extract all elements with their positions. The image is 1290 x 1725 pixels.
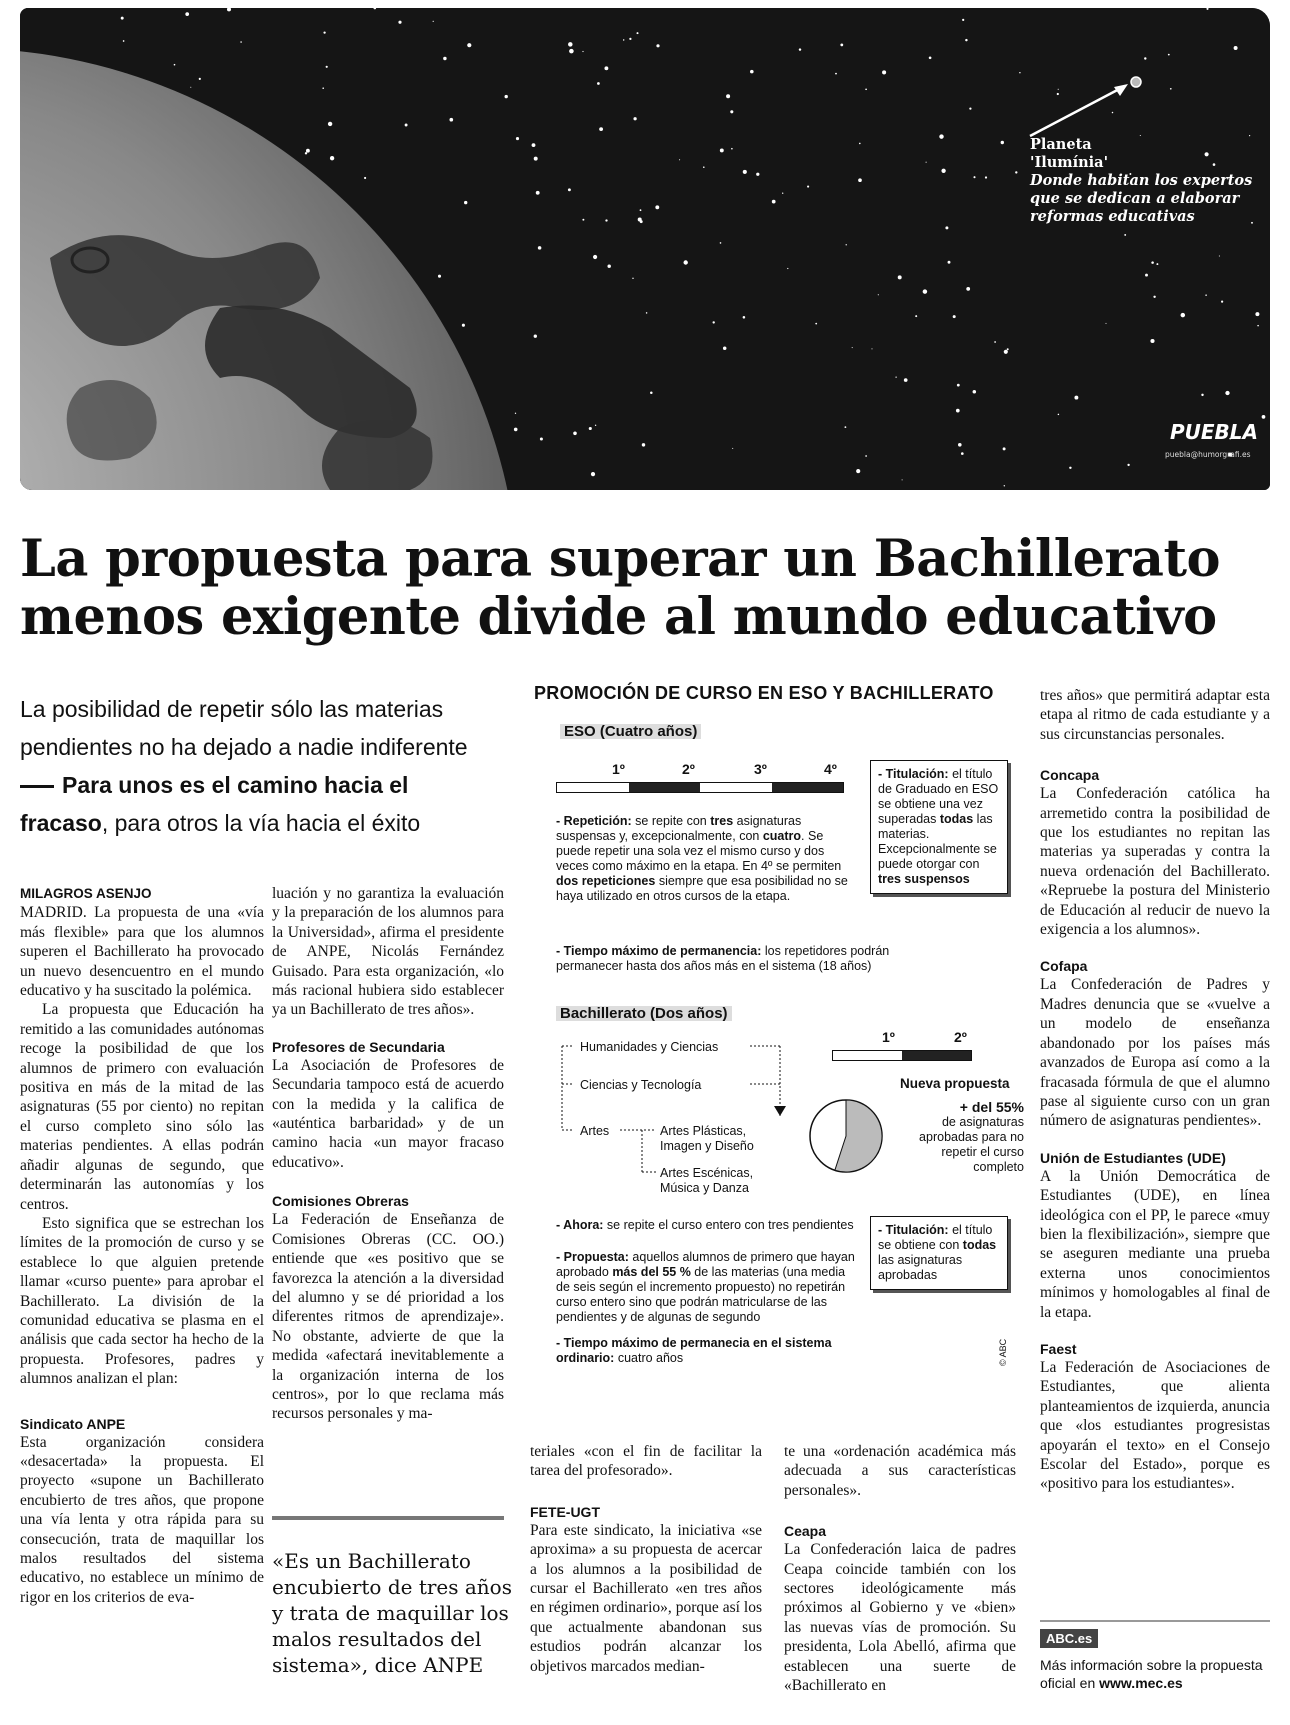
star (1257, 325, 1259, 327)
star (632, 278, 633, 279)
cartoon-illustration (20, 8, 1270, 490)
star (623, 39, 624, 40)
star (799, 48, 801, 50)
star (895, 376, 896, 377)
star (679, 159, 680, 160)
star (1001, 141, 1004, 144)
star (1003, 447, 1006, 450)
star (1057, 93, 1059, 95)
star (398, 21, 401, 24)
footer-text: Más información sobre la propuesta oficial en www.mec.es (1040, 1657, 1263, 1691)
star (1153, 296, 1155, 298)
star (1058, 414, 1060, 416)
tree-humanidades: Humanidades y Ciencias (580, 1040, 719, 1054)
star (593, 255, 597, 259)
tree-ciencias: Ciencias y Tecnología (580, 1078, 702, 1092)
star (994, 341, 996, 343)
cartoonist-signature: PUEBLA (1170, 420, 1259, 444)
star (684, 260, 688, 264)
section-heading: Cofapa (1040, 958, 1088, 975)
star (405, 124, 408, 127)
infographic-title: PROMOCIÓN DE CURSO EN ESO Y BACHILLERATO (534, 683, 994, 703)
star (871, 348, 872, 349)
star (534, 157, 538, 161)
star (326, 66, 328, 68)
star (1058, 89, 1059, 90)
star (1262, 415, 1266, 419)
star (807, 186, 809, 188)
footer-rule (1040, 1620, 1270, 1622)
star (443, 57, 446, 60)
star (1019, 72, 1020, 73)
star (305, 152, 307, 154)
bach-propuesta: - Propuesta: aquellos alumnos de primero que hayan aprobado más del 55 % de las materias (una media de seis según el incremento propuesto) no repetirán curso entero sino que podrán matricularse de las pendientes y de algunas de segundo (556, 1250, 855, 1324)
star (898, 275, 902, 279)
star (956, 409, 960, 413)
bach-permanencia: - Tiempo máximo de permanecia en el sistema ordinario: cuatro años (556, 1336, 832, 1365)
star (582, 51, 583, 52)
star (1234, 46, 1238, 50)
section-heading: Unión de Estudiantes (UDE) (1040, 1149, 1226, 1166)
star (1225, 391, 1229, 395)
star (190, 87, 191, 88)
star (1105, 323, 1106, 324)
star (957, 384, 960, 387)
star (438, 275, 441, 278)
star (1127, 464, 1129, 466)
cartoonist-email: puebla@humorgrafi.es (1165, 450, 1251, 459)
star (655, 205, 659, 209)
star (985, 176, 987, 178)
star (123, 40, 125, 42)
star (723, 346, 727, 350)
planet-caption: Planeta 'Ilumínia' Donde habitan los expertos que se dedican a elaborar reformas educativas (1030, 136, 1253, 225)
star (945, 226, 948, 229)
star (449, 118, 453, 122)
star (589, 427, 592, 430)
section-heading: Concapa (1040, 767, 1100, 784)
star (1156, 263, 1158, 265)
star (953, 315, 956, 318)
star (902, 479, 903, 480)
section-heading: Profesores de Secundaria (272, 1038, 445, 1055)
eso-bar (556, 782, 844, 793)
section-heading: Ceapa (784, 1523, 827, 1540)
star (1170, 88, 1172, 90)
eso-year-3: 3º (754, 761, 767, 777)
star (1221, 301, 1223, 303)
footer-logo-wrap (1040, 1628, 1098, 1648)
star (846, 244, 847, 245)
star (605, 219, 607, 221)
star (720, 148, 724, 152)
star (713, 321, 715, 323)
section-heading: Comisiones Obreras (272, 1193, 409, 1210)
infographic (530, 676, 1030, 1426)
pull-quote: «Es un Bachillerato encubierto de tres años y trata de maquillar los malos resultados del sistema», dice ANPE (272, 1549, 512, 1677)
star (1004, 485, 1005, 486)
star (1219, 255, 1220, 256)
star (650, 392, 653, 395)
star (505, 95, 508, 98)
star (582, 219, 584, 221)
star (306, 149, 310, 153)
star (1015, 171, 1017, 173)
subheadline: La posibilidad de repetir sólo las materias pendientes no ha dejado a nadie indiferente Para unos es el camino hacia el fracaso, para otros la vía hacia el éxito (20, 696, 468, 836)
star (364, 177, 366, 179)
tree-artes-plasticas: Artes Plásticas, Imagen y Diseño (660, 1124, 754, 1153)
star (573, 432, 577, 436)
star (703, 166, 705, 168)
star (568, 188, 571, 191)
star (835, 73, 837, 75)
star (1151, 261, 1154, 264)
star (926, 162, 927, 163)
star (939, 134, 943, 138)
star (1069, 467, 1071, 469)
eso-title: ESO (Cuatro años) (560, 724, 701, 739)
star (1007, 348, 1009, 350)
article-column-4: te una «ordenación académica más adecuada a sus características personales». Ceapa La Confederación laica de padres Ceapa coincide también con los sectores ideológicamente más próximos al Gobierno y ve «bien» las nuevas vías de promoción. Su presidenta, Lola Abelló, afirma que establecen una suerte de «Bachillerato en (784, 1443, 1016, 1695)
star (787, 268, 788, 269)
star (185, 12, 189, 16)
star (1145, 274, 1148, 277)
star (604, 66, 608, 70)
star (640, 209, 642, 211)
star (1181, 313, 1185, 317)
star (462, 324, 465, 327)
star (966, 287, 970, 291)
article-column-3: teriales «con el fin de facilitar la tarea del profesorado». FETE-UGT Para este sindicato, la iniciativa «se aproxima» a su propuesta de acercar a los alumnos a la posibilidad de cursar el Bachillerato «en tres años en régimen ordinario», porque así los que actualmente abandonan sus estudios podrán alcanzar los objetivos marcados median- (530, 1443, 762, 1675)
star (516, 137, 519, 140)
star (569, 49, 574, 54)
star (962, 19, 964, 21)
star (467, 43, 471, 47)
eso-permanencia: - Tiempo máximo de permanencia: los repetidores podrán permanecer hasta dos años más en el sistema (18 años) (556, 944, 890, 973)
star (240, 41, 242, 43)
star (1268, 14, 1269, 15)
star (915, 315, 917, 317)
star (904, 378, 908, 382)
star (882, 70, 886, 74)
star (597, 82, 600, 85)
star (923, 289, 927, 293)
star (515, 413, 516, 414)
star (514, 428, 518, 432)
planet-iluminia (1131, 77, 1141, 87)
star (941, 169, 945, 173)
star (199, 78, 201, 80)
tree-artes-escenicas: Artes Escénicas, Música y Danza (660, 1166, 754, 1195)
space-scene (20, 8, 1270, 490)
bach-year-1: 1º (882, 1029, 895, 1045)
eso-repeticion: - Repetición: se repite con tres asignaturas suspensas y, excepcionalmente, con cuatro. Se puede repetir una sola vez el mismo curso y dos veces como máximo en la etapa. En 4º se permiten dos repeticiones siempre que esa posibilidad no se haya utilizado en otros cursos de la etapa. (556, 814, 848, 903)
star (538, 246, 542, 250)
star (958, 443, 962, 447)
star (646, 312, 648, 314)
star (973, 390, 977, 394)
eso-titulacion-box: - Titulación: el título de Graduado en ESO se obtiene una vez superadas todas las materias. Excepcionalmente se puede otorgar con tres suspensos (870, 760, 1008, 894)
star (856, 469, 860, 473)
bach-year-2: 2º (954, 1029, 967, 1045)
star (464, 201, 467, 204)
star (607, 264, 610, 267)
section-heading: FETE-UGT (530, 1503, 600, 1520)
star (865, 455, 867, 457)
star (633, 117, 636, 120)
article-column-5: tres años» que permitirá adaptar esta etapa al ritmo de cada estudiante y a sus circunstancias personales. Concapa La Confederación católica ha arremetido contra la posibilidad de que los estudiantes no repitan las materias ya superadas y contra la nueva ordenación del Bachillerato. «Repruebe la postura del Ministerio de Educación al reducir de nuevo la exigencia a los alumnos». Cofapa La Confederación de Padres y Madres denuncia que se «vuelve a un modelo de enseñanza abandonado por los países más avanzados de Europa así como a la fracasada fórmula de que el alumno pase al siguiente curso con un gran número de asignaturas pendientes». Unión de Estudiantes (UDE) A la Unión Democrática de Estudiantes (UDE), en línea ideológica con el PP, le parece «muy bien la flexibilización», siempre que se aseguren mediante una prueba externa unos conocimientos mínimos y homologables al final de la etapa. Faest La Federación de Asociaciones de Estudiantes, que alienta planteamientos de izquierda, anuncia que «los estudiantes progresistas apoyarán el texto» en el Consejo Escolar del Estado», porque es «positivo para los estudiantes». (1040, 687, 1270, 1493)
star (865, 88, 867, 90)
star (1144, 57, 1146, 59)
star (532, 143, 536, 147)
graphic-credit: © ABC (998, 1338, 1008, 1366)
star (656, 44, 659, 47)
bach-ahora: - Ahora: se repite el curso entero con tres pendientes (556, 1218, 854, 1232)
star (642, 443, 645, 446)
star (174, 64, 176, 66)
headline: La propuesta para superar un Bachillerato menos exigente divide al mundo educativo (20, 529, 1221, 647)
eso-year-4: 4º (824, 761, 837, 777)
star (536, 191, 540, 195)
star (756, 173, 759, 176)
nueva-propuesta-title: Nueva propuesta (900, 1076, 1010, 1091)
star (878, 294, 879, 295)
article-column-1: MILAGROS ASENJO MADRID. La propuesta de una «vía más flexible» para que los alumnos superen el Bachillerato ha provocado un nuevo desencuentro en el mundo educativo y ha suscitado la polémica. La propuesta que Educación ha remitido a las comunidades autónomas recoge la posibilidad de que los alumnos de primero con evaluación positiva en más de la mitad de las asignaturas (55 por ciento) no repitan el curso completo sino sólo las materias pendientes. A ellas podrán añadir algunas de segundo, que determinarán las autonomías y los centros. Esto significa que se estrechan los límites de la promoción de curso y se establece lo que alguien pretende llamar «curso puente» para aprobar el Bachillerato. La división de la comunidad educativa se plasma en el análisis que cada sector ha hecho de la propuesta. Profesores, padres y alumnos analizan el plan: Sindicato ANPE Esta organización considera «desacertada» la propuesta. El proyecto «supone un Bachillerato encubierto de tres años, que propone una vía lenta y otra rápida para su consecución, trata de maquillar los malos resultados del sistema educativo, no establece un mínimo de rigor en los criterios de eva- (20, 886, 264, 1606)
star (1074, 396, 1078, 400)
star (640, 220, 643, 223)
star (534, 335, 537, 338)
star (852, 347, 853, 348)
star (859, 143, 861, 145)
star (322, 87, 324, 89)
star (720, 242, 722, 244)
star (772, 200, 776, 204)
star (732, 448, 733, 449)
star (1124, 234, 1126, 236)
star (844, 426, 846, 428)
nueva-propuesta-pie (806, 1096, 886, 1176)
eso-year-1: 1º (612, 761, 625, 777)
star (540, 437, 543, 440)
star (323, 31, 325, 33)
star (121, 17, 124, 20)
tree-artes: Artes (580, 1124, 610, 1138)
star (629, 38, 631, 40)
star (568, 42, 573, 47)
star (328, 122, 332, 126)
star (743, 316, 746, 319)
star (1168, 54, 1170, 56)
star (840, 44, 843, 47)
star (730, 110, 733, 113)
star (726, 94, 730, 98)
star (595, 425, 596, 426)
eso-year-2: 2º (682, 761, 695, 777)
star (1201, 394, 1203, 396)
section-heading: Faest (1040, 1340, 1077, 1357)
section-heading: Sindicato ANPE (20, 1415, 126, 1432)
star (858, 178, 862, 182)
dash-mark (20, 785, 54, 788)
star (782, 193, 783, 194)
star (929, 56, 932, 59)
footer-link[interactable]: www.mec.es (1099, 1675, 1183, 1691)
star (330, 156, 334, 160)
star (969, 107, 971, 109)
star (1150, 339, 1154, 343)
nueva-propuesta-text: + del 55% de asignaturas aprobadas para no repetir el curso completo (919, 1099, 1024, 1174)
pull-quote-rule (272, 1516, 504, 1520)
abc-logo: ABC.es (1040, 1629, 1098, 1648)
bach-bar (832, 1050, 972, 1061)
bachillerato-title: Bachillerato (Dos años) (556, 1006, 732, 1021)
star (591, 472, 595, 476)
star (433, 21, 434, 22)
star (948, 261, 951, 264)
star (1255, 312, 1259, 316)
bach-titulacion-box: - Titulación: el título se obtiene con todas las asignaturas aprobadas (870, 1216, 1008, 1290)
star (599, 127, 603, 131)
star (1205, 294, 1207, 296)
article-column-2: luación y no garantiza la evaluación y la preparación de los alumnos para la Universidad», afirma el presidente de ANPE, Nicolás Fernández Guisado. Para esta organización, «lo más racional hubiera sido establecer ya un Bachillerato de tres años». Profesores de Secundaria La Asociación de Profesores de Secundaria tampoco está de acuerdo con la medida y la califica de «auténtica barbaridad» y de un camino hacia «un mayor fracaso educativo». Comisiones Obreras La Federación de Enseñanza de Comisiones Obreras (CC. OO.) entiende que «es positivo que se favorezca la atención a la diversidad del alumno y se dé prioridad a los diferentes ritmos de aprendizaje». No obstante, advierte de que la medida «afectará inevitablemente a la organización interna de los centros», por lo que reclama más recursos personales y ma- (272, 885, 504, 1423)
star (1112, 112, 1114, 114)
star (965, 39, 967, 41)
star (731, 148, 733, 150)
star (743, 170, 747, 174)
byline: MILAGROS ASENJO (20, 886, 152, 901)
star (1004, 350, 1008, 354)
star (973, 176, 975, 178)
star (961, 452, 964, 455)
star (815, 323, 817, 325)
star (750, 70, 754, 74)
star (637, 32, 639, 34)
